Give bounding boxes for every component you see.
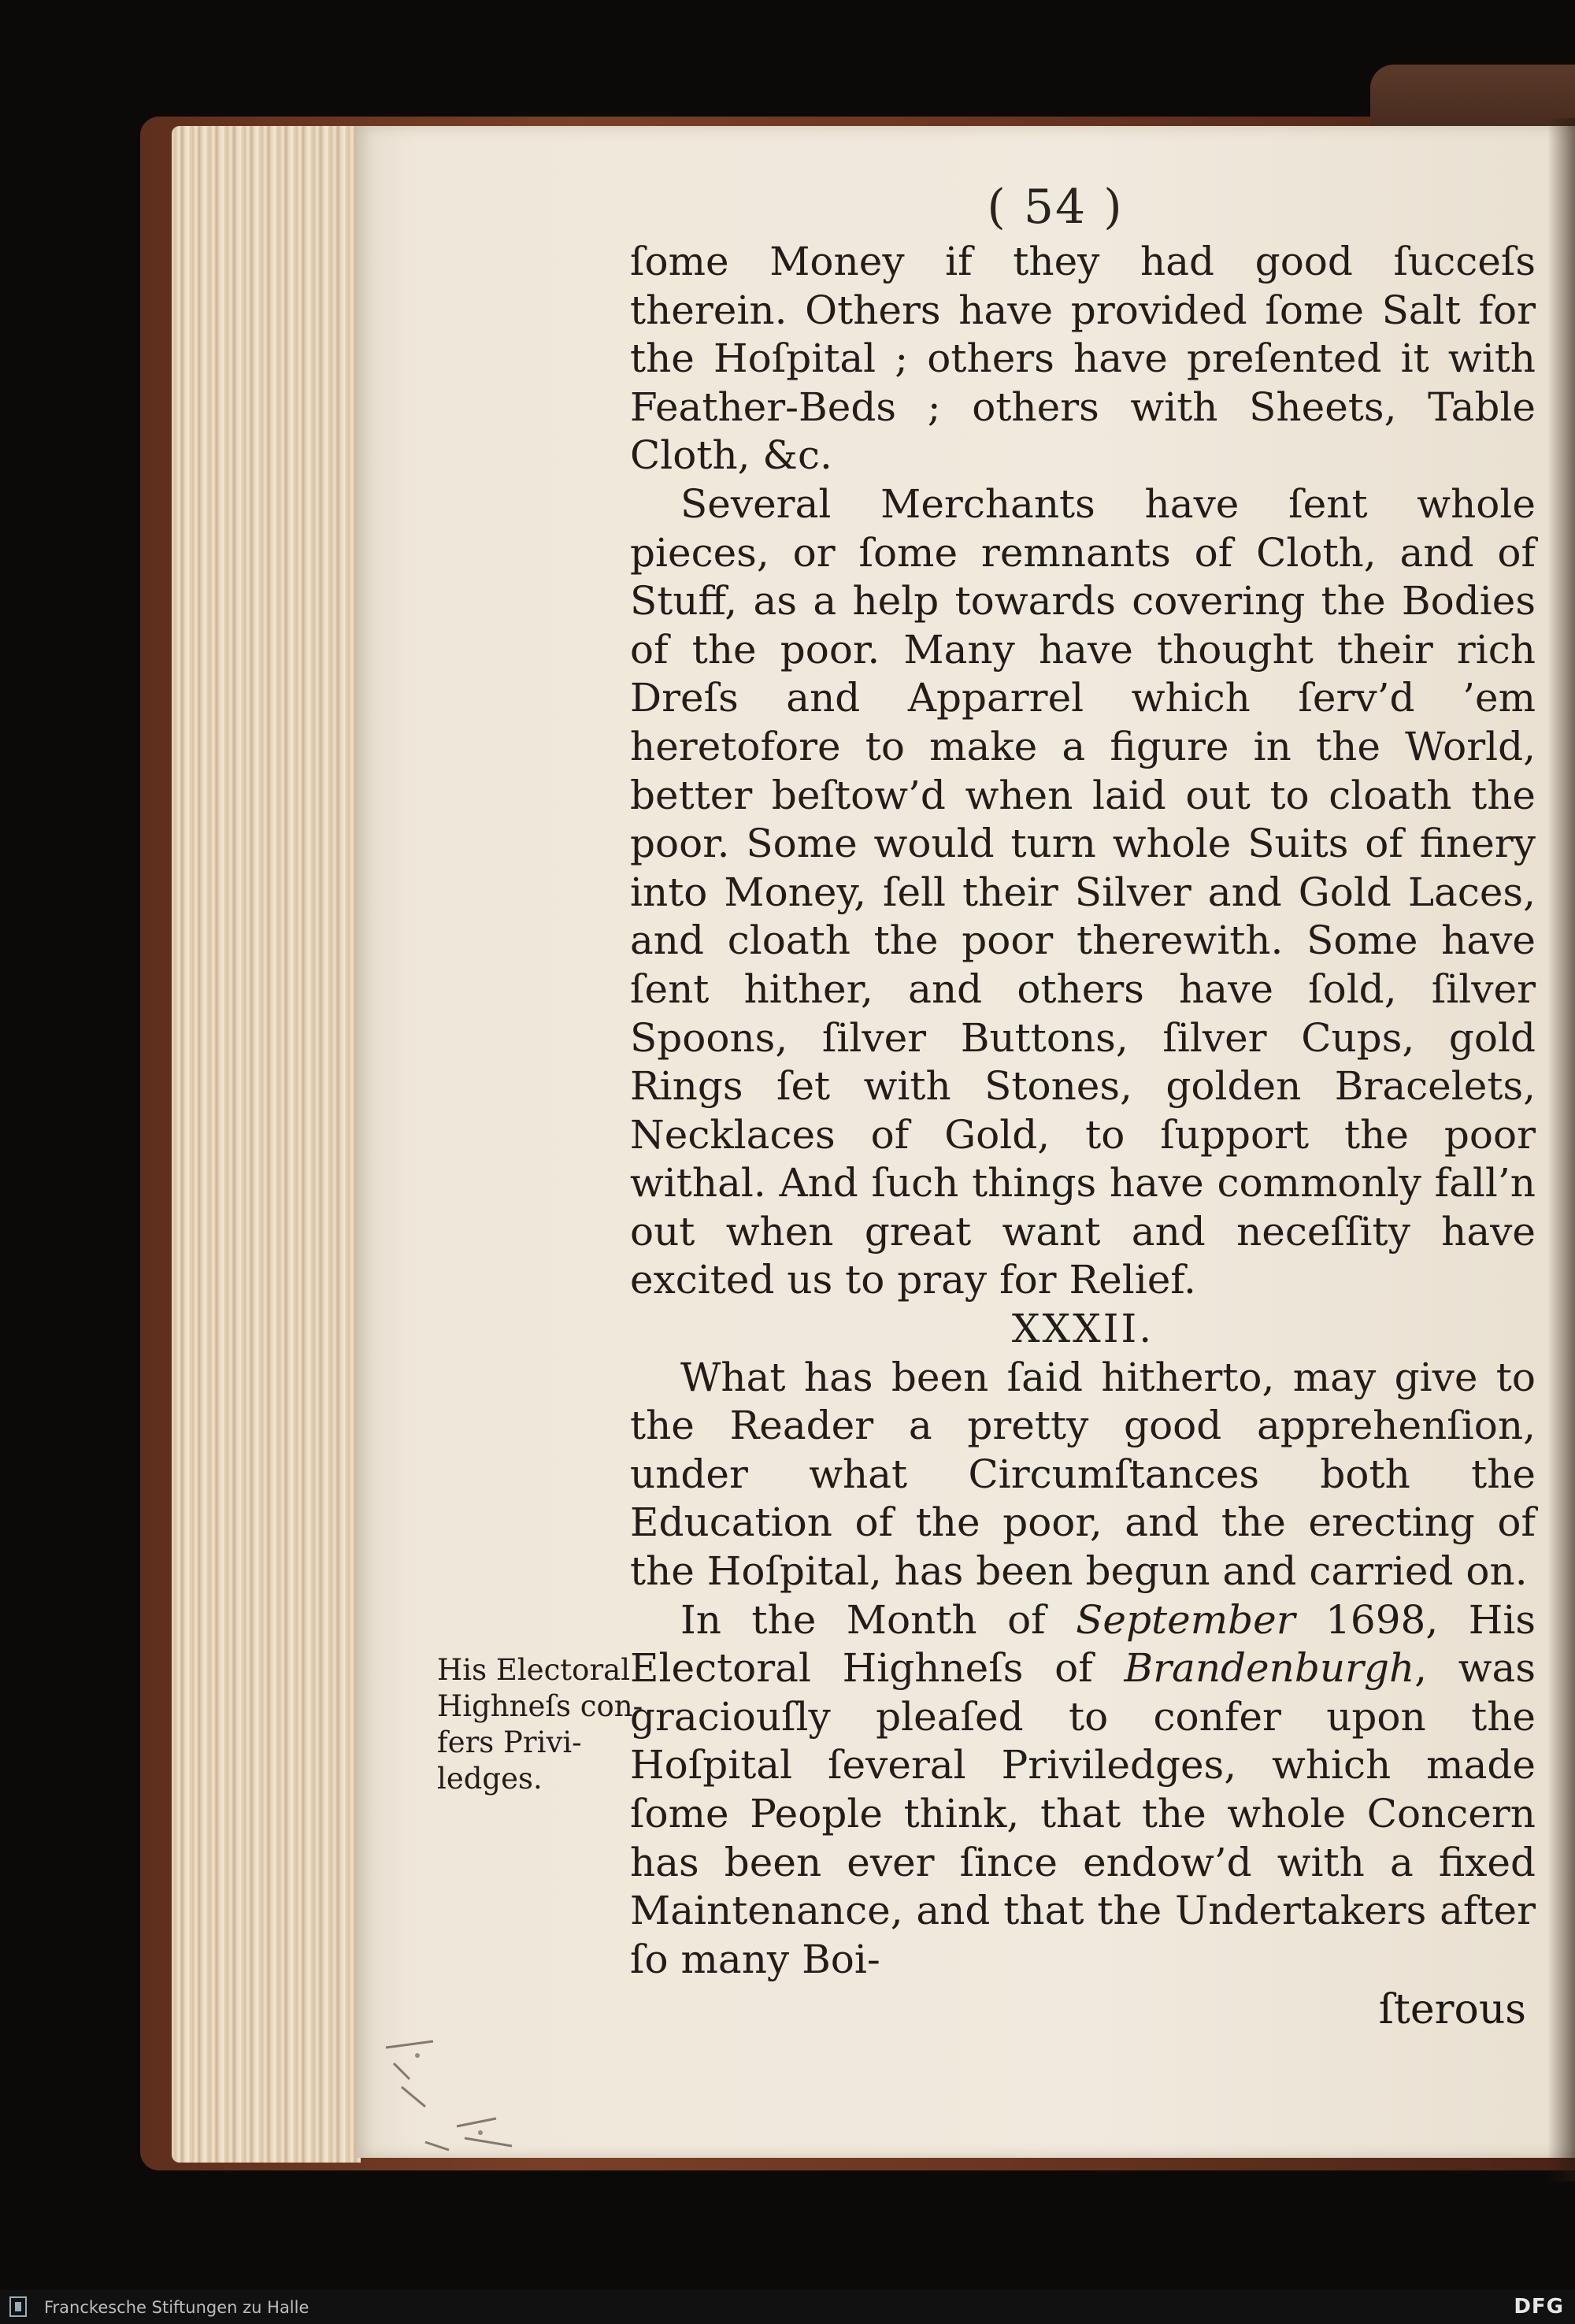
dfg-badge: DFG	[1514, 2295, 1564, 2318]
marginal-note-line: ledges.	[437, 1762, 543, 1796]
marginal-note	[437, 1652, 650, 1797]
footer-bar	[0, 2290, 1575, 2324]
paragraph-continuation: ſome Money if they had good ſucceſs therein. Others have provided ſome Salt for the Hoſpital ; others have preſented it with Feather-Beds ; others with Sheets, Table Cloth, &c.	[630, 239, 1536, 479]
marginal-note-line: His Electoral	[437, 1653, 631, 1687]
marginal-note-line: fers Privi-	[437, 1725, 582, 1759]
text-fragment: In the Month of	[680, 1596, 1077, 1643]
institution-logo-icon	[8, 2295, 28, 2318]
footer-source-label: Franckesche Stiftungen zu Halle	[44, 2298, 309, 2317]
page-edges	[172, 126, 361, 2163]
text-fragment: 1698, His Electoral Highneſs of	[630, 1596, 1536, 1692]
page-body	[630, 238, 1536, 1984]
page-number: ( 54 )	[987, 180, 1124, 235]
italic-month: September	[1076, 1596, 1295, 1643]
paragraph-september	[630, 1596, 1536, 1985]
ink-smudge	[378, 2032, 536, 2158]
italic-place: Brandenburgh	[1124, 1645, 1415, 1692]
catchword: ſterous	[1378, 1986, 1526, 2033]
text-fragment: , was graciouſly pleaſed to confer upon the Hoſpital ſeveral Priviledges, which made ſome People think, that the whole Concern has been ever ſince endow’d with a fixed Maintenance, and that the Undertakers after ſo many Boi-	[630, 1645, 1536, 1982]
paragraph-hitherto: What has been ſaid hitherto, may give to the Reader a pretty good apprehenſion, under what Circumſtances both the Education of the poor, and the erecting of the Hoſpital, has been begun and carried on.	[630, 1354, 1536, 1595]
page-gutter-shadow	[1547, 118, 1575, 2181]
section-heading: XXXII.	[1011, 1306, 1154, 1352]
paragraph-merchants: Several Merchants have ſent whole pieces, or ſome remnants of Cloth, and of Stuff, as a help towards covering the Bodies of the poor. Many have thought their rich Dreſs and Apparrel which ſerv’d ’em heretofore to make a figure in the World, better beſtow’d when laid out to cloath the poor. Some would turn whole Suits of finery into Money, ſell their Silver and Gold Laces, and cloath the poor therewith. Some have ſent hither, and others have ſold, ſilver Spoons, ſilver Buttons, ſilver Cups, gold Rings ſet with Stones, golden Bracelets, Necklaces of Gold, to ſupport the poor withal. And ſuch things have commonly fall’n out when great want and neceſſity have excited us to pray for Relief.	[630, 480, 1536, 1303]
marginal-note-line: Highneſs con-	[437, 1689, 643, 1723]
